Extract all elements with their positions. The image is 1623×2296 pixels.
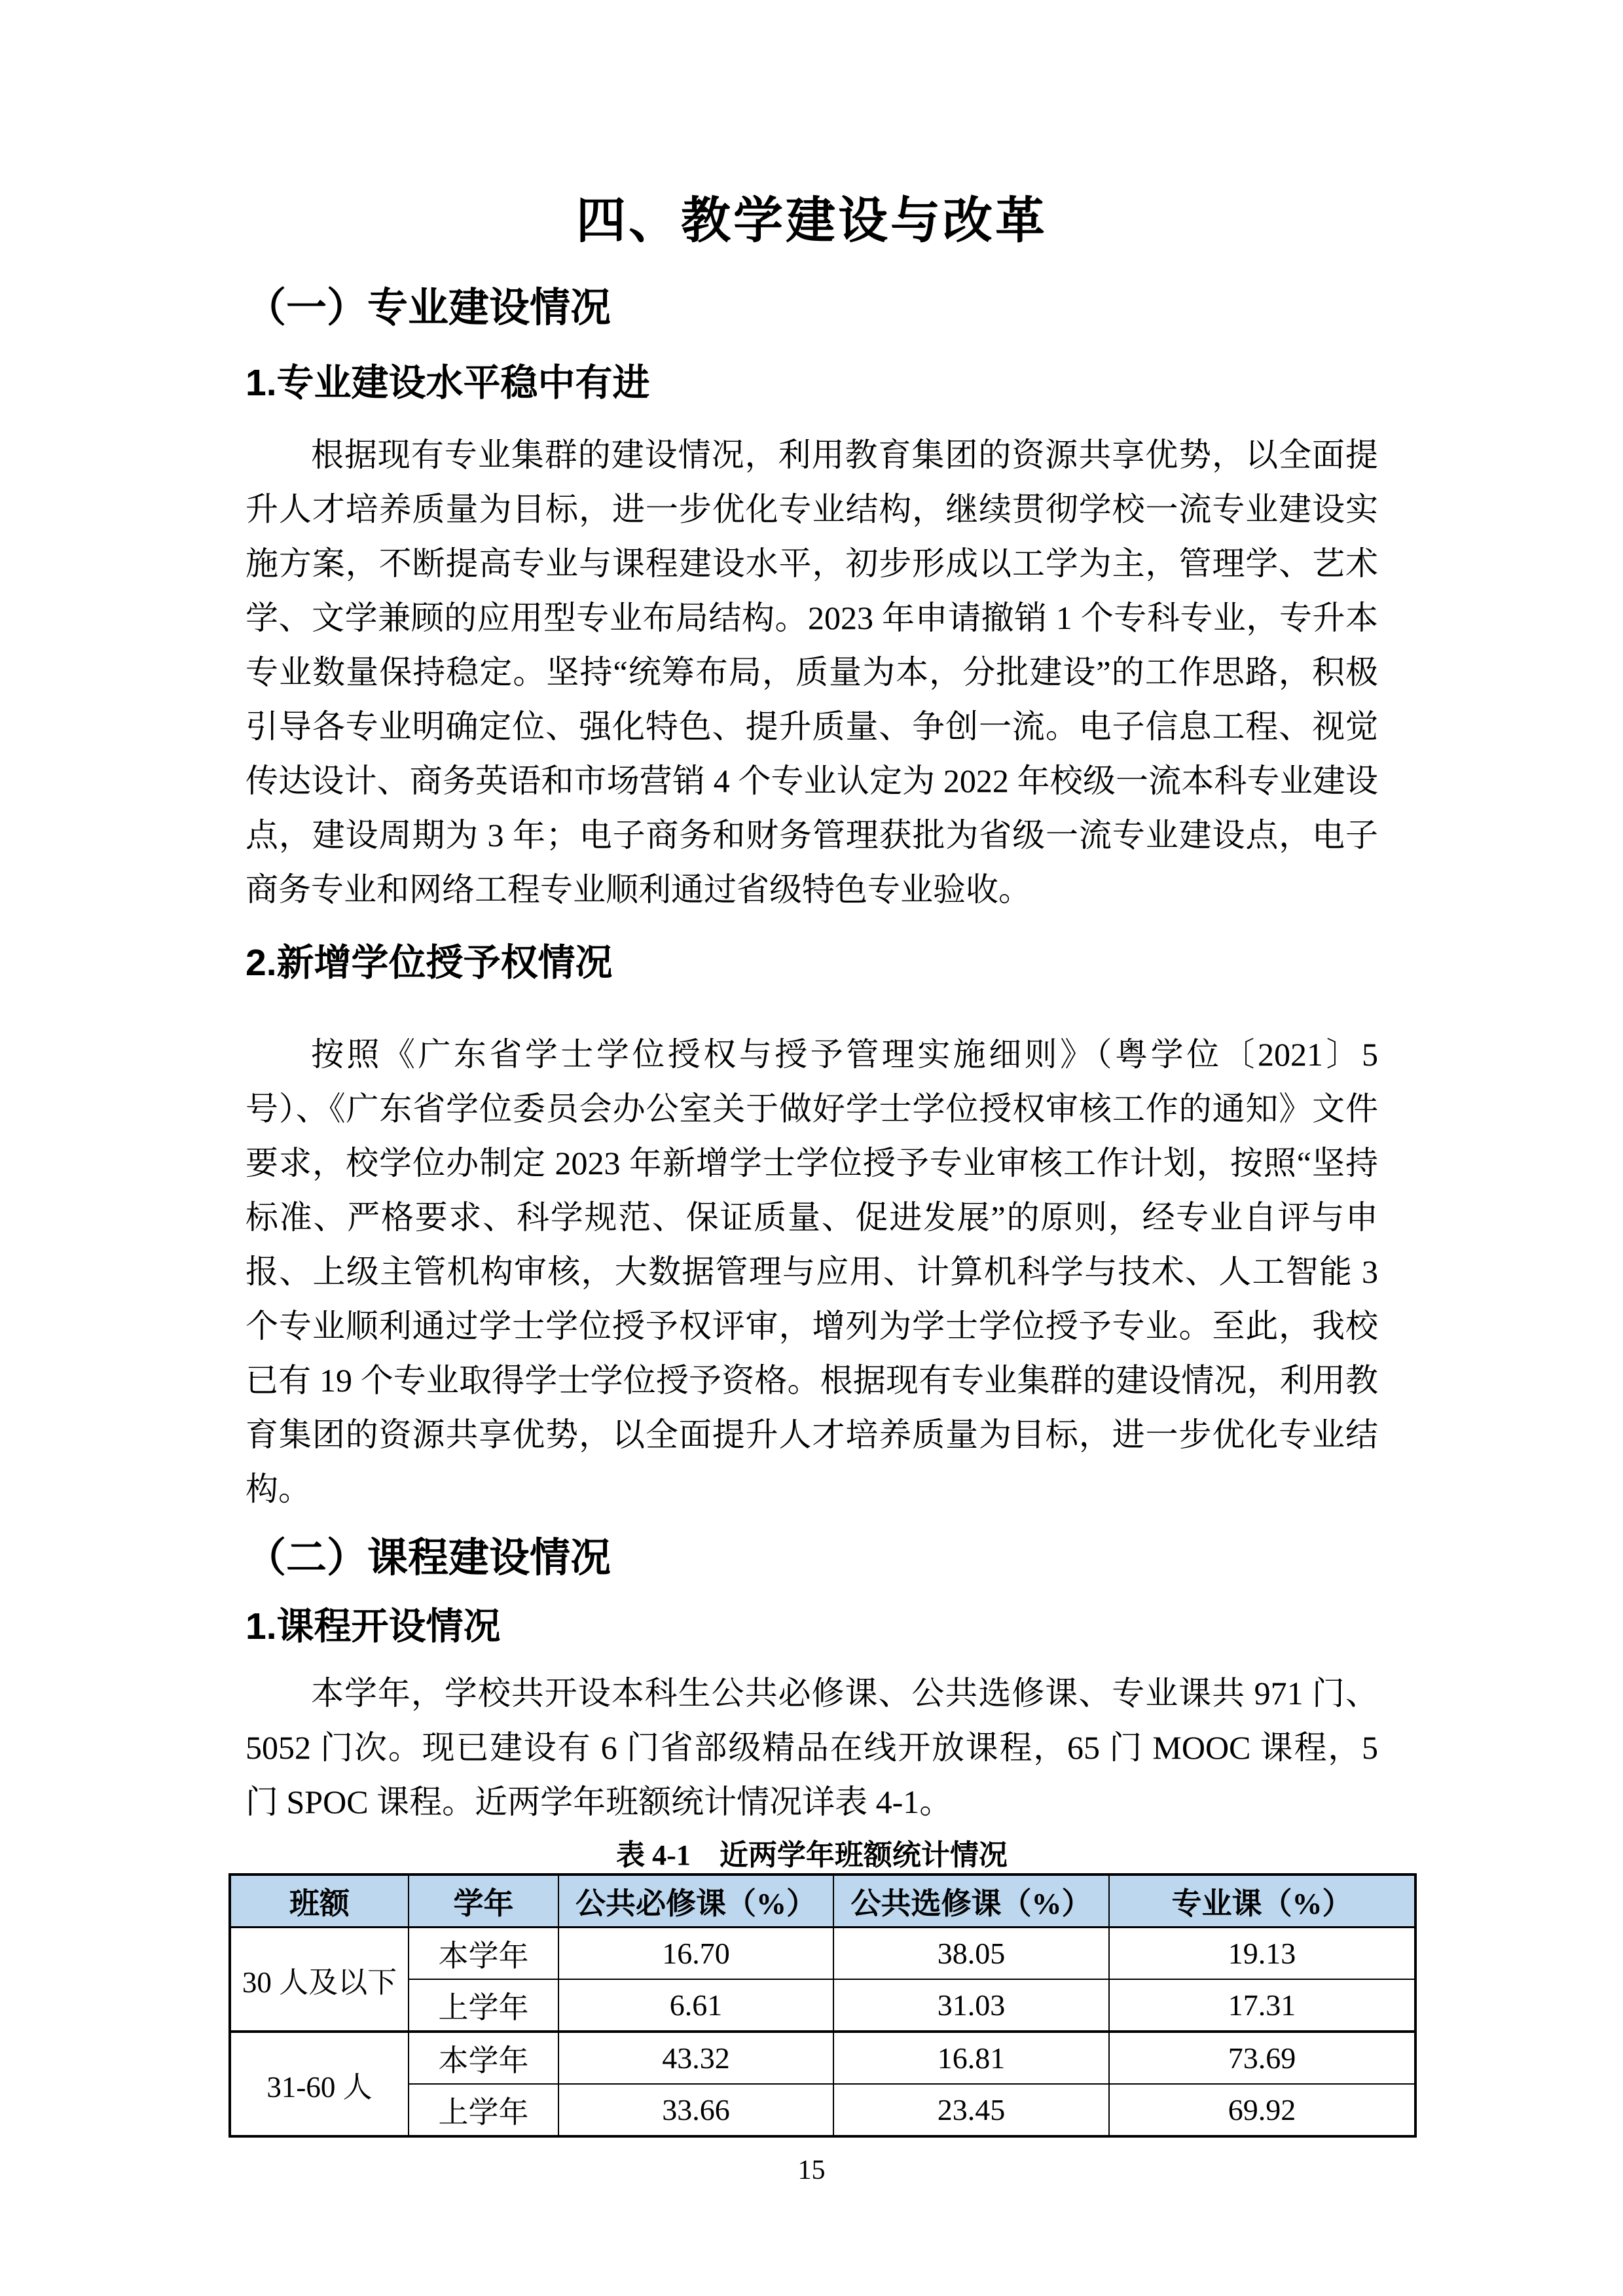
cell-value: 17.31 (1109, 1979, 1415, 2032)
section-1-sub-1-paragraph: 根据现有专业集群的建设情况，利用教育集团的资源共享优势，以全面提升人才培养质量为目标，进一步优化专业结构，继续贯彻学校一流专业建设实施方案，不断提高专业与课程建设水平，初步形成以工学为主，管理学、艺术学、文学兼顾的应用型专业布局结构。2023 年申请撤销 1 个专科专业，专升本专业数量保持稳定。坚持“统筹布局，质量为本，分批建设”的工作思路，积极引导各专业明确定位、强化特色、提升质量、争创一流。电子信息工程、视觉传达设计、商务英语和市场营销 4 个专业认定为 2022 年校级一流本科专业建设点，建设周期为 3 年；电子商务和财务管理获批为省级一流专业建设点，电子商务专业和网络工程专业顺利通过省级特色专业验收。 (246, 437, 1378, 908)
cell-value: 16.70 (558, 1928, 833, 1980)
cell-value: 23.45 (833, 2084, 1109, 2136)
cell-value: 43.32 (558, 2032, 833, 2084)
cell-year: 本学年 (409, 1928, 558, 1980)
section-1-sub-1-heading: 1.专业建设水平稳中有进 (246, 362, 650, 404)
cell-value: 6.61 (558, 1979, 833, 2032)
header-cell-academic-year: 学年 (409, 1874, 558, 1928)
header-cell-public-required: 公共必修课（%） (558, 1874, 833, 1928)
section-1-sub-2-heading: 2.新增学位授予权情况 (246, 942, 613, 984)
cell-year: 本学年 (409, 2032, 558, 2084)
cell-year: 上学年 (409, 1979, 558, 2032)
cell-value: 69.92 (1109, 2084, 1415, 2136)
section-2-sub-1-paragraph: 本学年，学校共开设本科生公共必修课、公共选修课、专业课共 971 门、5052 门次。现已建设有 6 门省部级精品在线开放课程，65 门 MOOC 课程，5 门 SPOC 课程。近两学年班额统计情况详表 4-1。 (246, 1675, 1378, 1820)
cell-value: 31.03 (833, 1979, 1109, 2032)
header-cell-public-elective: 公共选修课（%） (833, 1874, 1109, 1928)
cell-value: 33.66 (558, 2084, 833, 2136)
cell-value: 73.69 (1109, 2032, 1415, 2084)
document-title: 四、教学建设与改革 (576, 193, 1048, 249)
table-header-row (230, 1874, 1415, 1928)
cell-value: 19.13 (1109, 1928, 1415, 1980)
section-2-sub-1-heading: 1.课程开设情况 (246, 1605, 501, 1647)
section-1-sub-2-paragraph: 按照《广东省学士学位授权与授予管理实施细则》（粤学位〔2021〕5 号）、《广东省学位委员会办公室关于做好学士学位授权审核工作的通知》文件要求，校学位办制定 2023 年新增学士学位授予专业审核工作计划，按照“坚持标准、严格要求、科学规范、保证质量、促进发展”的原则，经专业自评与申报、上级主管机构审核，大数据管理与应用、计算机科学与技术、人工智能 3 个专业顺利通过学士学位授予权评审，增列为学士学位授予专业。至此，我校已有 19 个专业取得学士学位授予资格。根据现有专业集群的建设情况，利用教育集团的资源共享优势，以全面提升人才培养质量为目标，进一步优化专业结构。 (246, 1036, 1378, 1507)
group-label-31-60: 31-60 人 (230, 2032, 409, 2136)
header-cell-major-course: 专业课（%） (1109, 1874, 1415, 1928)
table-row (230, 1928, 1415, 1980)
cell-value: 38.05 (833, 1928, 1109, 1980)
text-column (242, 0, 1378, 2138)
header-cell-class-size: 班额 (230, 1874, 409, 1928)
section-1-heading: （一）专业建设情况 (246, 285, 611, 331)
group-label-30-and-below: 30 人及以下 (230, 1928, 409, 2032)
section-2-heading: （二）课程建设情况 (246, 1535, 611, 1581)
page-number: 15 (797, 2155, 826, 2185)
table-caption: 表 4-1 近两学年班额统计情况 (616, 1839, 1008, 1871)
cell-value: 16.81 (833, 2032, 1109, 2084)
class-size-statistics-table (228, 1873, 1417, 2138)
table-row (230, 2032, 1415, 2084)
cell-year: 上学年 (409, 2084, 558, 2136)
